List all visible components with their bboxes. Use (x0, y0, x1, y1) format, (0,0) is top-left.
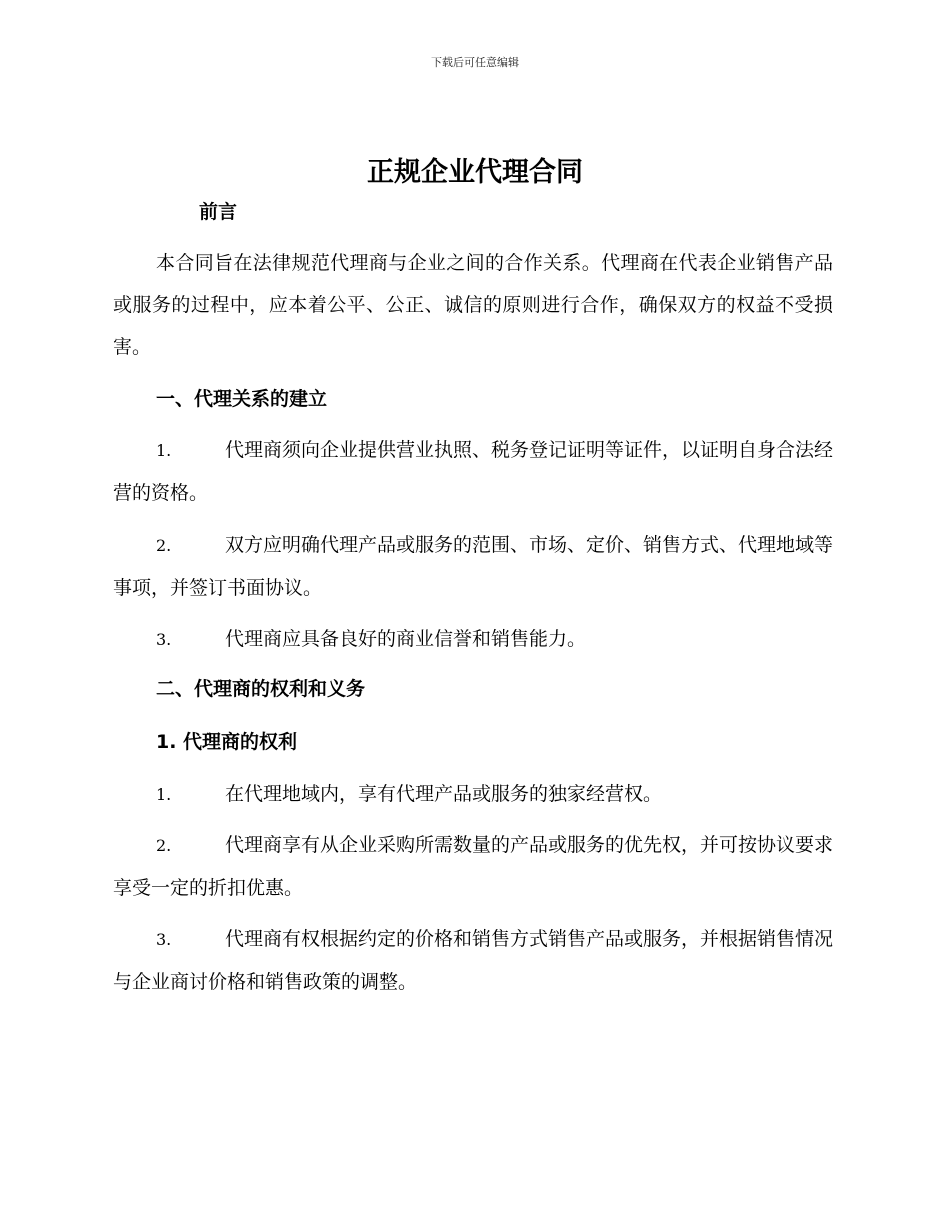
item-number: 2. (156, 536, 172, 555)
page-header-note: 下载后可任意编辑 (431, 56, 519, 69)
item-number: 1. (156, 785, 172, 804)
section2-sub1-item-3 (113, 918, 833, 1003)
section2-sub1-item-1 (113, 773, 833, 816)
section1-heading: 一、代理关系的建立 (156, 388, 328, 410)
item-text: 代理商应具备良好的商业信誉和销售能力。 (225, 628, 587, 650)
preface-paragraph: 本合同旨在法律规范代理商与企业之间的合作关系。代理商在代表企业销售产品或服务的过程中，应本着公平、公正、诚信的原则进行合作，确保双方的权益不受损害。 (113, 252, 833, 358)
item-text: 代理商须向企业提供营业执照、税务登记证明等证件，以证明自身合法经营的资格。 (113, 439, 834, 504)
preface-heading: 前言 (199, 201, 238, 223)
item-text: 在代理地域内，享有代理产品或服务的独家经营权。 (225, 783, 663, 805)
section2-heading: 二、代理商的权利和义务 (156, 678, 366, 700)
document-title: 正规企业代理合同 (367, 157, 583, 188)
item-number: 2. (156, 836, 172, 855)
item-text: 双方应明确代理产品或服务的范围、市场、定价、销售方式、代理地域等事项，并签订书面协议。 (113, 534, 834, 599)
item-text: 代理商有权根据约定的价格和销售方式销售产品或服务，并根据销售情况与企业商讨价格和销售政策的调整。 (113, 928, 834, 993)
section1-item-1 (113, 429, 833, 514)
section1-item-2 (113, 524, 833, 609)
section2-sub1-item-2 (113, 824, 833, 909)
item-number: 3. (156, 630, 172, 649)
section2-sub1-heading: 1. 代理商的权利 (156, 731, 298, 753)
section1-item-3 (113, 618, 833, 661)
item-number: 1. (156, 441, 172, 460)
item-text: 代理商享有从企业采购所需数量的产品或服务的优先权，并可按协议要求享受一定的折扣优惠。 (113, 834, 834, 899)
item-number: 3. (156, 930, 172, 949)
